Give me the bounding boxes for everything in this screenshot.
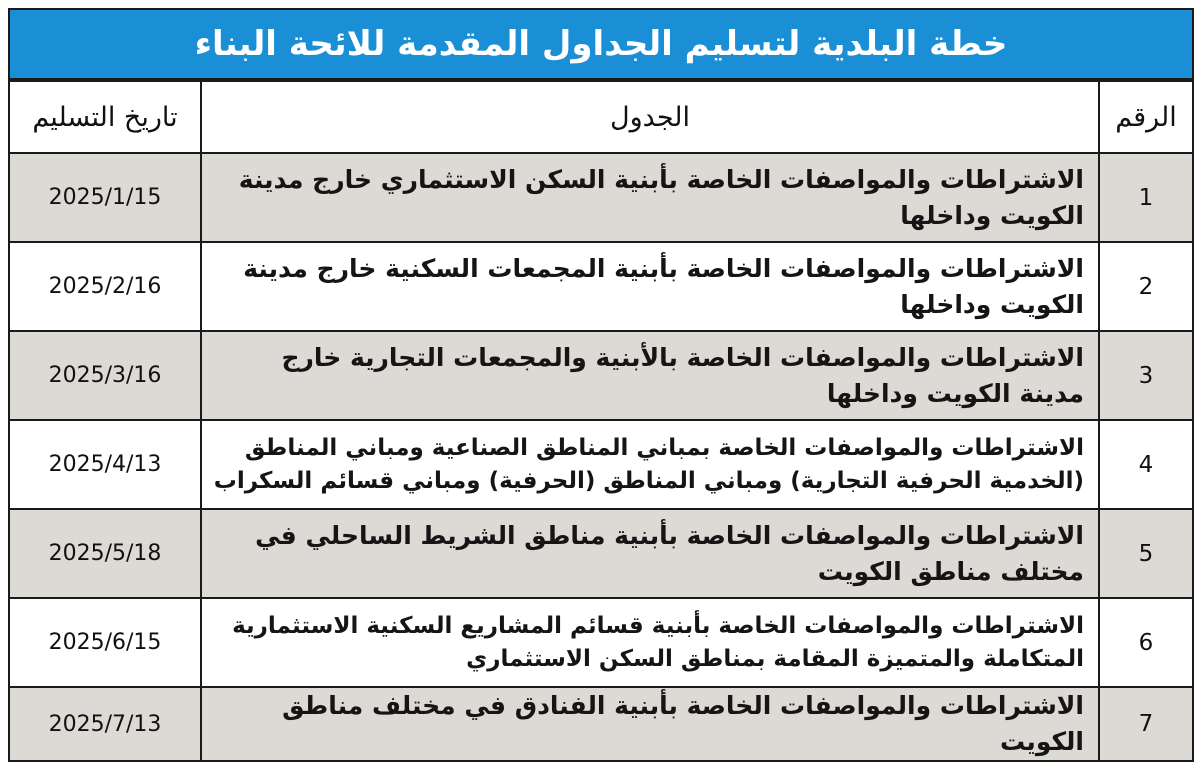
row-description: الاشتراطات والمواصفات الخاصة بأبنية الفنادق في مختلف مناطق الكويت [201, 687, 1099, 761]
schedule-table [8, 80, 1194, 762]
header-delivery-date: تاريخ التسليم [9, 81, 201, 153]
row-date: 2025/5/18 [9, 509, 201, 598]
table-row [9, 509, 1193, 598]
schedule-document [8, 8, 1194, 756]
row-date: 2025/7/13 [9, 687, 201, 761]
row-number: 4 [1099, 420, 1193, 509]
row-number: 1 [1099, 153, 1193, 242]
row-number: 6 [1099, 598, 1193, 687]
row-description: الاشتراطات والمواصفات الخاصة بأبنية مناطق الشريط الساحلي في مختلف مناطق الكويت [201, 509, 1099, 598]
page-title: خطة البلدية لتسليم الجداول المقدمة للائحة البناء [8, 8, 1194, 80]
row-date: 2025/6/15 [9, 598, 201, 687]
table-row [9, 153, 1193, 242]
row-description: الاشتراطات والمواصفات الخاصة بمباني المناطق الصناعية ومباني المناطق (الخدمية الحرفية التجارية) ومباني المناطق (الحرفية) ومباني قسائم السكراب [201, 420, 1099, 509]
table-row [9, 242, 1193, 331]
row-date: 2025/4/13 [9, 420, 201, 509]
row-date: 2025/2/16 [9, 242, 201, 331]
row-number: 7 [1099, 687, 1193, 761]
row-description: الاشتراطات والمواصفات الخاصة بالأبنية والمجمعات التجارية خارج مدينة الكويت وداخلها [201, 331, 1099, 420]
table-header-row [9, 81, 1193, 153]
table-row [9, 598, 1193, 687]
row-number: 5 [1099, 509, 1193, 598]
row-date: 2025/3/16 [9, 331, 201, 420]
header-number: الرقم [1099, 81, 1193, 153]
row-description: الاشتراطات والمواصفات الخاصة بأبنية المجمعات السكنية خارج مدينة الكويت وداخلها [201, 242, 1099, 331]
row-number: 2 [1099, 242, 1193, 331]
header-table: الجدول [201, 81, 1099, 153]
row-date: 2025/1/15 [9, 153, 201, 242]
row-description: الاشتراطات والمواصفات الخاصة بأبنية السكن الاستثماري خارج مدينة الكويت وداخلها [201, 153, 1099, 242]
table-row [9, 420, 1193, 509]
table-row [9, 331, 1193, 420]
row-number: 3 [1099, 331, 1193, 420]
row-description: الاشتراطات والمواصفات الخاصة بأبنية قسائم المشاريع السكنية الاستثمارية المتكاملة والمتميزة المقامة بمناطق السكن الاستثماري [201, 598, 1099, 687]
table-row [9, 687, 1193, 761]
